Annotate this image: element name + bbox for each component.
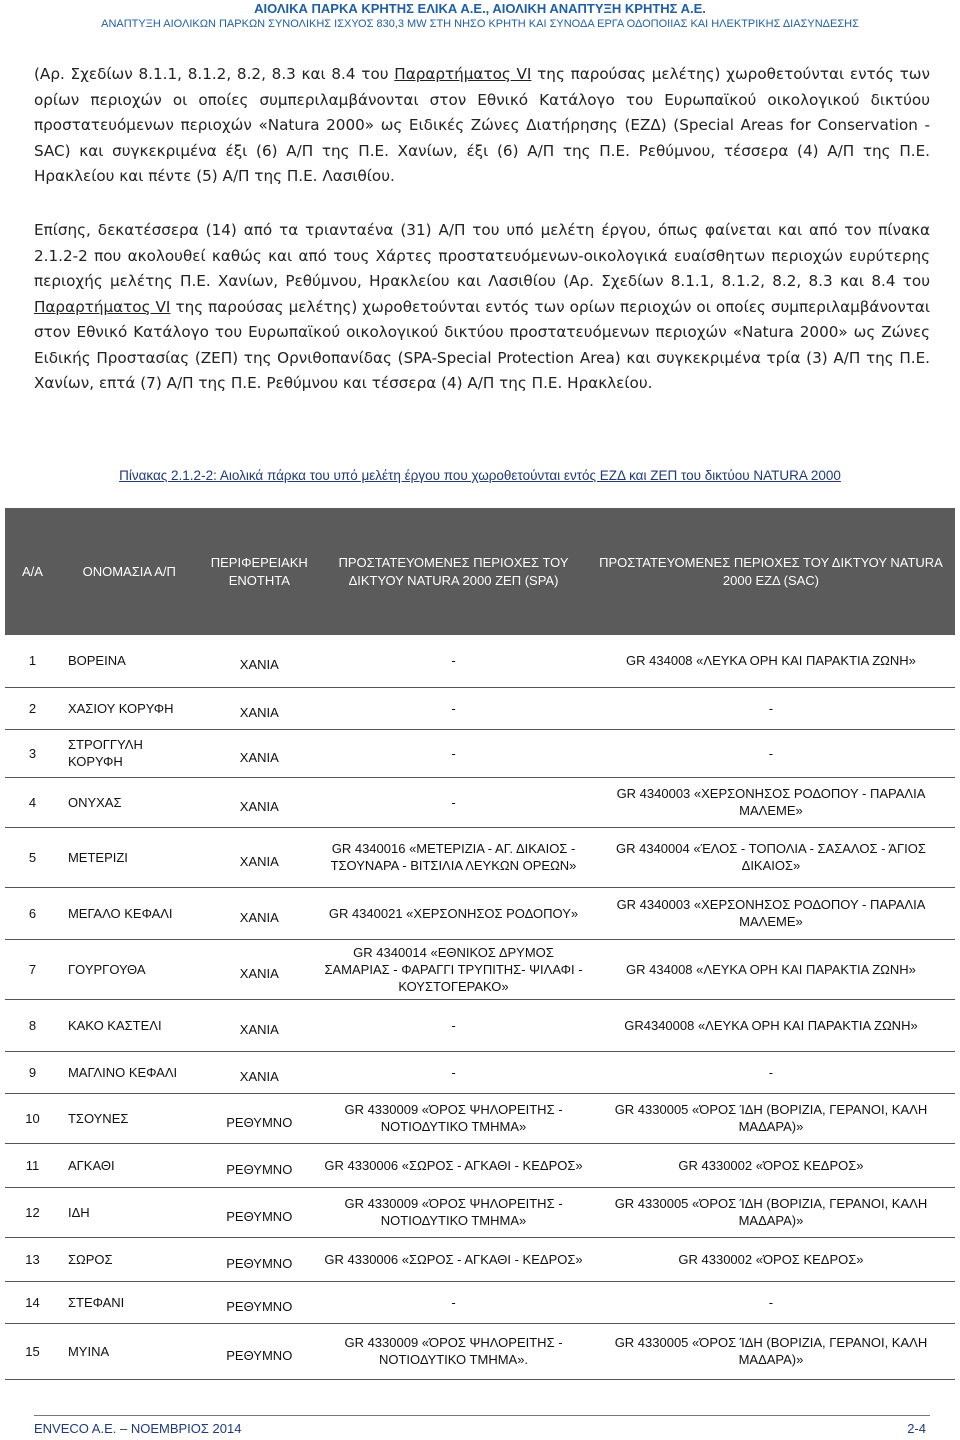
cell-park-name: ΤΣΟΥΝΕΣ <box>60 1093 199 1143</box>
cell-park-name: ΣΤΕΦΑΝΙ <box>60 1281 199 1323</box>
table-row <box>5 1143 955 1187</box>
cell-regional-unit: ΧΑΝΙΑ <box>199 1051 321 1093</box>
cell-park-name: ΣΩΡΟΣ <box>60 1237 199 1281</box>
para2-text-b: της παρούσας μελέτης) χωροθετούνται εντός των ορίων περιοχών οι οποίες συμπεριλαμβάνονται στον Εθνικό Κατάλογο του Ευρωπαϊκού οικολογικού δικτύου προστατευόμενων περιοχών «Natura 2000» ως Ζώνες Ειδικής Προστασίας (ΖΕΠ) της Ορνιθοπανίδας (SPA-Special Protection Area) και συγκεκριμένα τρία (3) Α/Π της Π.Ε. Χανίων, επτά (7) Α/Π της Π.Ε. Ρεθύμνου και τέσσερα (4) Α/Π της Π.Ε. Ηρακλείου. <box>34 297 930 392</box>
col-header-regional-unit: ΠΕΡΙΦΕΡΕΙΑΚΗ ΕΝΟΤΗΤΑ <box>199 508 321 635</box>
header-title: ΑΙΟΛΙΚΑ ΠΑΡΚΑ ΚΡΗΤΗΣ ΕΛΙΚΑ Α.Ε., ΑΙΟΛΙΚΗ ΑΝΑΠΤΥΞΗ ΚΡΗΤΗΣ Α.Ε. <box>254 1 706 16</box>
para1-text-b: της παρούσας μελέτης) χωροθετούνται εντός των ορίων περιοχών οι οποίες συμπεριλαμβάνονται στον Εθνικό Κατάλογο του Ευρωπαϊκού οικολογικού δικτύου προστατευόμενων περιοχών «Natura 2000» ως Ειδικές Ζώνες Διατήρησης (ΕΖΔ) (Special Areas for Conservation - SAC) και συγκεκριμένα έξι (6) Α/Π της Π.Ε. Χανίων, έξι (6) Α/Π της Π.Ε. Ρεθύμνου, τέσσερα (4) Α/Π της Π.Ε. Ηρακλείου και πέντε (5) Α/Π της Π.Ε. Λασιθίου. <box>34 65 931 185</box>
body-paragraph-1 <box>34 62 930 190</box>
cell-aa: 14 <box>5 1281 60 1323</box>
cell-spa: - <box>320 777 587 827</box>
cell-spa: GR 4340021 «ΧΕΡΣΟΝΗΣΟΣ ΡΟΔΟΠΟΥ» <box>320 887 587 939</box>
cell-regional-unit: ΡΕΘΥΜΝΟ <box>199 1281 321 1323</box>
cell-aa: 15 <box>5 1323 60 1379</box>
cell-park-name: ΓΟΥΡΓΟΥΘΑ <box>60 939 199 999</box>
page-header <box>0 0 960 46</box>
cell-regional-unit: ΡΕΘΥΜΝΟ <box>199 1237 321 1281</box>
table-row <box>5 1237 955 1281</box>
cell-regional-unit: ΡΕΘΥΜΝΟ <box>199 1093 321 1143</box>
cell-regional-unit: ΧΑΝΙΑ <box>199 827 321 887</box>
cell-sac: - <box>587 687 955 729</box>
cell-aa: 3 <box>5 729 60 777</box>
cell-spa: GR 4330006 «ΣΩΡΟΣ - ΑΓΚΑΘΙ - ΚΕΔΡΟΣ» <box>320 1143 587 1187</box>
cell-park-name: ΑΓΚΑΘΙ <box>60 1143 199 1187</box>
cell-sac: GR 4330002 «ΌΡΟΣ ΚΕΔΡΟΣ» <box>587 1237 955 1281</box>
col-header-name: ΟΝΟΜΑΣΙΑ Α/Π <box>60 508 199 635</box>
cell-regional-unit: ΡΕΘΥΜΝΟ <box>199 1323 321 1379</box>
cell-regional-unit: ΡΕΘΥΜΝΟ <box>199 1187 321 1237</box>
table-row <box>5 887 955 939</box>
table-row <box>5 999 955 1051</box>
cell-spa: GR 4330009 «ΌΡΟΣ ΨΗΛΟΡΕΙΤΗΣ - ΝΟΤΙΟΔΥΤΙΚΟ ΤΜΗΜΑ» <box>320 1187 587 1237</box>
cell-aa: 4 <box>5 777 60 827</box>
table-row <box>5 1051 955 1093</box>
cell-spa: GR 4330009 «ΌΡΟΣ ΨΗΛΟΡΕΙΤΗΣ - ΝΟΤΙΟΔΥΤΙΚΟ ΤΜΗΜΑ». <box>320 1323 587 1379</box>
cell-spa: - <box>320 729 587 777</box>
cell-aa: 12 <box>5 1187 60 1237</box>
table-row <box>5 1093 955 1143</box>
col-header-aa: Α/Α <box>5 508 60 635</box>
cell-sac: - <box>587 1281 955 1323</box>
cell-park-name: ΟΝΥΧΑΣ <box>60 777 199 827</box>
footer-rule <box>34 1415 930 1416</box>
cell-sac: GR 434008 «ΛΕΥΚΑ ΟΡΗ ΚΑΙ ΠΑΡΑΚΤΙΑ ΖΩΝΗ» <box>587 939 955 999</box>
table-caption: Πίνακας 2.1.2-2: Αιολικά πάρκα του υπό μελέτη έργου που χωροθετούνται εντός ΕΖΔ και ΖΕΠ του δικτύου NATURA 2000 <box>119 468 841 483</box>
cell-aa: 13 <box>5 1237 60 1281</box>
cell-park-name: ΜΕΓΑΛΟ ΚΕΦΑΛΙ <box>60 887 199 939</box>
appendix-link: Παραρτήματος VI <box>34 297 171 316</box>
para1-text-a: (Αρ. Σχεδίων 8.1.1, 8.1.2, 8.2, 8.3 και 8.4 του <box>34 65 395 83</box>
cell-regional-unit: ΧΑΝΙΑ <box>199 777 321 827</box>
cell-sac: GR 4330005 «ΌΡΟΣ ΊΔΗ (ΒΟΡΙΖΙΑ, ΓΕΡΑΝΟΙ, ΚΑΛΗ ΜΑΔΑΡΑ)» <box>587 1323 955 1379</box>
cell-aa: 10 <box>5 1093 60 1143</box>
cell-sac: GR 434008 «ΛΕΥΚΑ ΟΡΗ ΚΑΙ ΠΑΡΑΚΤΙΑ ΖΩΝΗ» <box>587 635 955 687</box>
cell-aa: 7 <box>5 939 60 999</box>
cell-spa: - <box>320 999 587 1051</box>
cell-park-name: ΜΥΙΝΑ <box>60 1323 199 1379</box>
cell-regional-unit: ΧΑΝΙΑ <box>199 887 321 939</box>
cell-aa: 6 <box>5 887 60 939</box>
cell-aa: 2 <box>5 687 60 729</box>
cell-park-name: ΧΑΣΙΟΥ ΚΟΡΥΦΗ <box>60 687 199 729</box>
table-row <box>5 1281 955 1323</box>
cell-aa: 8 <box>5 999 60 1051</box>
col-header-sac: ΠΡΟΣΤΑΤΕΥΟΜΕΝΕΣ ΠΕΡΙΟΧΕΣ ΤΟΥ ΔΙΚΤΥΟΥ NATURA 2000 ΕΖΔ (SAC) <box>587 508 955 635</box>
cell-spa: - <box>320 687 587 729</box>
cell-regional-unit: ΧΑΝΙΑ <box>199 939 321 999</box>
cell-sac: GR 4330005 «ΌΡΟΣ ΊΔΗ (ΒΟΡΙΖΙΑ, ΓΕΡΑΝΟΙ, ΚΑΛΗ ΜΑΔΑΡΑ)» <box>587 1093 955 1143</box>
body-paragraph-2 <box>34 218 930 397</box>
table-row <box>5 729 955 777</box>
cell-regional-unit: ΧΑΝΙΑ <box>199 999 321 1051</box>
cell-park-name: ΚΑΚΟ ΚΑΣΤΕΛΙ <box>60 999 199 1051</box>
table-row <box>5 1187 955 1237</box>
cell-sac: GR4340008 «ΛΕΥΚΑ ΟΡΗ ΚΑΙ ΠΑΡΑΚΤΙΑ ΖΩΝΗ» <box>587 999 955 1051</box>
cell-spa: GR 4340016 «ΜΕΤΕΡΙΖΙΑ - ΑΓ. ΔΙΚΑΙΟΣ - ΤΣΟΥΝΑΡΑ - ΒΙΤΣΙΛΙΑ ΛΕΥΚΩΝ ΟΡΕΩΝ» <box>320 827 587 887</box>
cell-spa: - <box>320 1051 587 1093</box>
cell-sac: GR 4330002 «ΌΡΟΣ ΚΕΔΡΟΣ» <box>587 1143 955 1187</box>
cell-sac: GR 4340004 «ΈΛΟΣ - ΤΟΠΟΛΙΑ - ΣΑΣΑΛΟΣ - ΆΓΙΟΣ ΔΙΚΑΙΟΣ» <box>587 827 955 887</box>
cell-spa: - <box>320 1281 587 1323</box>
table-row <box>5 635 955 687</box>
wind-parks-table <box>5 508 955 1380</box>
cell-park-name: ΒΟΡΕΙΝΑ <box>60 635 199 687</box>
cell-regional-unit: ΧΑΝΙΑ <box>199 729 321 777</box>
cell-sac: GR 4340003 «ΧΕΡΣΟΝΗΣΟΣ ΡΟΔΟΠΟΥ - ΠΑΡΑΛΙΑ ΜΑΛΕΜΕ» <box>587 777 955 827</box>
cell-regional-unit: ΧΑΝΙΑ <box>199 635 321 687</box>
para2-text-a: Επίσης, δεκατέσσερα (14) από τα τριανταένα (31) Α/Π του υπό μελέτη έργου, όπως φαίνεται και από τον πίνακα 2.1.2-2 που ακολουθεί καθώς και από τους Χάρτες προστατευόμενων-οικολογικά ευαίσθητων περιοχών ευρύτερης περιοχής μελέτης Π.Ε. Χανίων, Ρεθύμνου, Ηρακλείου και Λασιθίου (Αρ. Σχεδίων 8.1.1, 8.1.2, 8.2, 8.3 και 8.4 του <box>34 221 930 290</box>
cell-park-name: ΙΔΗ <box>60 1187 199 1237</box>
cell-sac: GR 4340003 «ΧΕΡΣΟΝΗΣΟΣ ΡΟΔΟΠΟΥ - ΠΑΡΑΛΙΑ ΜΑΛΕΜΕ» <box>587 887 955 939</box>
cell-sac: GR 4330005 «ΌΡΟΣ ΊΔΗ (ΒΟΡΙΖΙΑ, ΓΕΡΑΝΟΙ, ΚΑΛΗ ΜΑΔΑΡΑ)» <box>587 1187 955 1237</box>
cell-sac: - <box>587 1051 955 1093</box>
table-row <box>5 827 955 887</box>
cell-aa: 1 <box>5 635 60 687</box>
cell-spa: - <box>320 635 587 687</box>
cell-regional-unit: ΡΕΘΥΜΝΟ <box>199 1143 321 1187</box>
table-row <box>5 687 955 729</box>
cell-park-name: ΜΕΤΕΡΙΖΙ <box>60 827 199 887</box>
col-header-spa: ΠΡΟΣΤΑΤΕΥΟΜΕΝΕΣ ΠΕΡΙΟΧΕΣ ΤΟΥ ΔΙΚΤΥΟΥ NATURA 2000 ΖΕΠ (SPA) <box>320 508 587 635</box>
cell-aa: 9 <box>5 1051 60 1093</box>
header-subtitle: ΑΝΑΠΤΥΞΗ ΑΙΟΛΙΚΩΝ ΠΑΡΚΩΝ ΣΥΝΟΛΙΚΗΣ ΙΣΧΥΟΣ 830,3 MW ΣΤΗ ΝΗΣΟ ΚΡΗΤΗ ΚΑΙ ΣΥΝΟΔΑ ΕΡΓΑ ΟΔΟΠΟΙΙΑΣ ΚΑΙ ΗΛΕΚΤΡΙΚΗΣ ΔΙΑΣΥΝΔΕΣΗΣ <box>101 18 859 30</box>
cell-sac: - <box>587 729 955 777</box>
cell-spa: GR 4330006 «ΣΩΡΟΣ - ΑΓΚΑΘΙ - ΚΕΔΡΟΣ» <box>320 1237 587 1281</box>
appendix-link: Παραρτήματος VI <box>394 65 532 83</box>
table-row <box>5 777 955 827</box>
cell-spa: GR 4330009 «ΌΡΟΣ ΨΗΛΟΡΕΙΤΗΣ - ΝΟΤΙΟΔΥΤΙΚΟ ΤΜΗΜΑ» <box>320 1093 587 1143</box>
table-row <box>5 1323 955 1379</box>
table-header-row <box>5 508 955 635</box>
footer-page-number: 2-4 <box>907 1421 926 1436</box>
cell-aa: 11 <box>5 1143 60 1187</box>
cell-park-name: ΜΑΓΛΙΝΟ ΚΕΦΑΛΙ <box>60 1051 199 1093</box>
cell-park-name: ΣΤΡΟΓΓΥΛΗ ΚΟΡΥΦΗ <box>60 729 199 777</box>
footer-company: ENVECO A.E. – ΝΟΕΜΒΡΙΟΣ 2014 <box>34 1421 242 1436</box>
cell-regional-unit: ΧΑΝΙΑ <box>199 687 321 729</box>
cell-spa: GR 4340014 «ΕΘΝΙΚΟΣ ΔΡΥΜΟΣ ΣΑΜΑΡΙΑΣ - ΦΑΡΑΓΓΙ ΤΡΥΠΙΤΗΣ- ΨΙΛΑΦΙ - ΚΟΥΣΤΟΓΕΡΑΚΟ» <box>320 939 587 999</box>
cell-aa: 5 <box>5 827 60 887</box>
table-row <box>5 939 955 999</box>
